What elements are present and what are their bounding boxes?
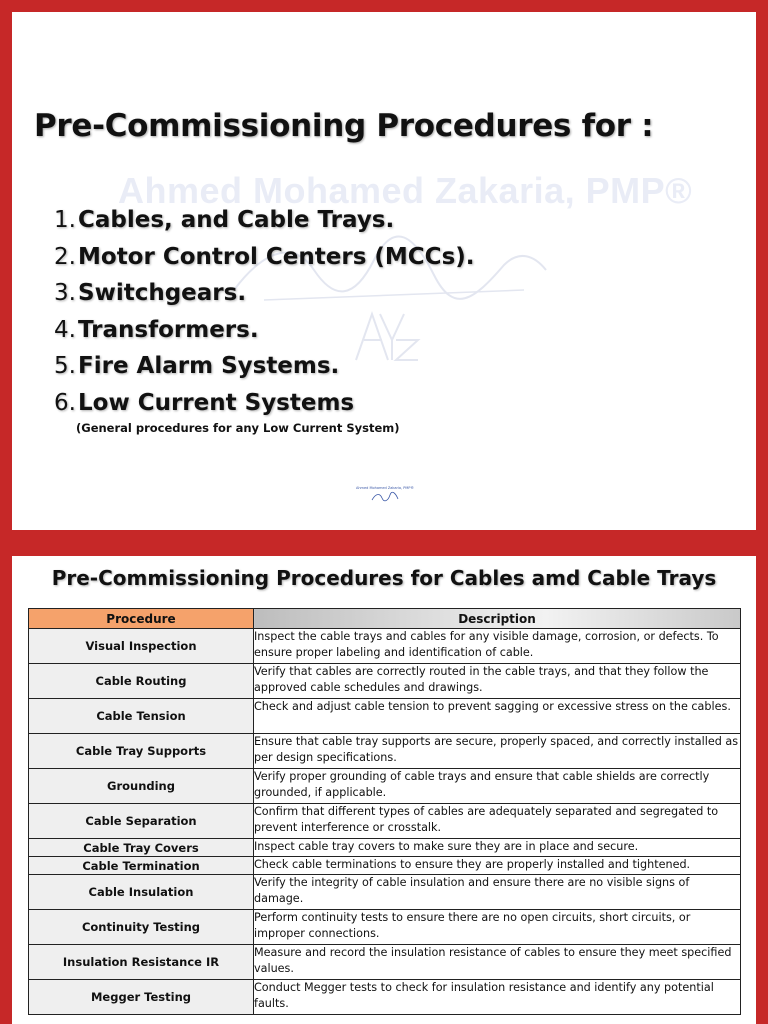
description-cell: Check cable terminations to ensure they are properly installed and tightened. <box>254 857 741 875</box>
description-cell: Ensure that cable tray supports are secure, properly spaced, and correctly installed as per design specifications. <box>254 734 741 769</box>
description-cell: Confirm that different types of cables are adequately separated and segregated to prevent interference or crosstalk. <box>254 804 741 839</box>
description-cell: Verify that cables are correctly routed in the cable trays, and that they follow the approved cable schedules and drawings. <box>254 664 741 699</box>
description-cell: Check and adjust cable tension to prevent sagging or excessive stress on the cables. <box>254 699 741 734</box>
procedure-cell: Insulation Resistance IR <box>29 945 254 980</box>
table-row <box>29 980 741 1015</box>
list-item: 1.Cables, and Cable Trays. <box>54 207 395 233</box>
section-title: Pre-Commissioning Procedures for Cables amd Cable Trays <box>51 566 717 590</box>
low-current-note: (General procedures for any Low Current System) <box>76 421 400 435</box>
table-row <box>29 664 741 699</box>
procedure-cell: Cable Tray Supports <box>29 734 254 769</box>
column-header-procedure: Procedure <box>29 609 254 629</box>
description-cell: Verify the integrity of cable insulation and ensure there are no visible signs of damage. <box>254 875 741 910</box>
author-logo <box>350 486 420 503</box>
procedure-cell: Cable Tension <box>29 699 254 734</box>
table-row <box>29 804 741 839</box>
watermark-author-name: Ahmed Mohamed Zakaria, PMP® <box>118 170 693 211</box>
procedure-cell: Continuity Testing <box>29 910 254 945</box>
procedure-cell: Grounding <box>29 769 254 804</box>
description-cell: Conduct Megger tests to check for insulation resistance and identify any potential faults. <box>254 980 741 1015</box>
description-cell: Verify proper grounding of cable trays and ensure that cable shields are correctly grounded, if applicable. <box>254 769 741 804</box>
description-cell: Inspect cable tray covers to make sure they are in place and secure. <box>254 839 741 857</box>
slide-cables <box>12 556 756 1024</box>
list-item: 3.Switchgears. <box>54 280 247 307</box>
procedure-cell: Cable Routing <box>29 664 254 699</box>
table-row <box>29 629 741 664</box>
table-row <box>29 839 741 857</box>
page-title: Pre-Commissioning Procedures for : <box>34 108 654 144</box>
list-item: 5.Fire Alarm Systems. <box>54 353 340 380</box>
list-item: 4.Transformers. <box>54 316 259 343</box>
description-cell: Inspect the cable trays and cables for any visible damage, corrosion, or defects. To ensure proper labeling and identification of cable. <box>254 629 741 664</box>
table-row <box>29 734 741 769</box>
procedure-cell: Visual Inspection <box>29 629 254 664</box>
description-cell: Perform continuity tests to ensure there are no open circuits, short circuits, or improper connections. <box>254 910 741 945</box>
slide-cover <box>12 12 756 530</box>
description-cell: Measure and record the insulation resistance of cables to ensure they meet specified values. <box>254 945 741 980</box>
table-row <box>29 910 741 945</box>
topic-list <box>52 202 475 422</box>
column-header-description: Description <box>254 609 741 629</box>
table-row <box>29 945 741 980</box>
procedure-cell: Cable Tray Covers <box>29 839 254 857</box>
table-row <box>29 769 741 804</box>
procedure-cell: Cable Insulation <box>29 875 254 910</box>
procedure-table <box>28 608 741 1015</box>
table-row <box>29 875 741 910</box>
logo-text: Ahmed Mohamed Zakaria, PMP® <box>355 486 415 490</box>
procedure-cell: Megger Testing <box>29 980 254 1015</box>
list-item: 6.Low Current Systems <box>54 389 355 416</box>
procedure-cell: Cable Separation <box>29 804 254 839</box>
signature-icon <box>370 491 400 503</box>
table-row <box>29 857 741 875</box>
table-row <box>29 699 741 734</box>
list-item: 2.Motor Control Centers (MCCs). <box>54 243 475 270</box>
procedure-cell: Cable Termination <box>29 857 254 875</box>
